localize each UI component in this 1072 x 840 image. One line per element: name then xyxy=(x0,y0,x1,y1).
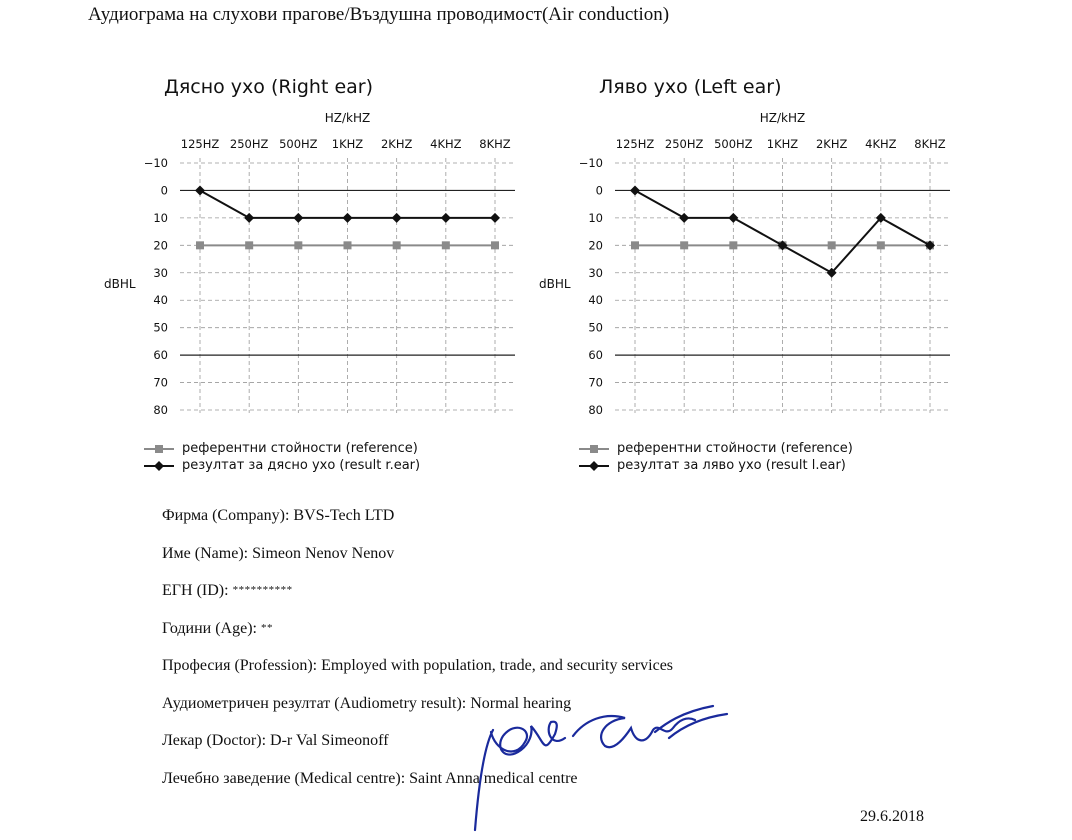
legend-result-marker xyxy=(577,461,611,471)
reference-point xyxy=(729,241,737,249)
doctor-signature xyxy=(455,690,735,840)
y-tick-label: 50 xyxy=(153,320,168,335)
x-tick-label: 2KHZ xyxy=(380,137,413,151)
x-axis-label: HZ/kHZ xyxy=(759,111,806,125)
y-tick-label: 40 xyxy=(588,293,603,308)
y-tick-label: 20 xyxy=(153,238,168,253)
y-tick-label: 80 xyxy=(588,403,603,417)
y-tick-label: 10 xyxy=(153,210,168,225)
company-label: Фирма (Company): xyxy=(162,507,290,524)
document-date: 29.6.2018 xyxy=(860,808,924,825)
result-value: Normal hearing xyxy=(470,694,572,712)
x-tick-label: 2KHZ xyxy=(815,137,848,151)
y-tick-label: 40 xyxy=(153,293,168,308)
y-tick-label: 50 xyxy=(588,320,603,335)
legend-reference-marker xyxy=(577,444,611,454)
audiogram-plot xyxy=(104,70,540,430)
x-tick-label: 4KHZ xyxy=(430,137,462,151)
y-tick-label: 70 xyxy=(588,375,603,390)
left-ear-chart xyxy=(539,70,975,480)
audiogram-plot xyxy=(539,70,975,430)
y-axis-label: dBHL xyxy=(539,276,571,291)
reference-point xyxy=(680,241,688,249)
name-label: Име (Name): xyxy=(162,544,249,562)
reference-point xyxy=(442,241,450,249)
x-tick-label: 250HZ xyxy=(229,137,269,151)
legend-result-marker xyxy=(142,461,176,471)
legend-label: резултат за дясно ухо (result r.ear) xyxy=(182,458,421,473)
result-point xyxy=(293,213,303,223)
x-tick-label: 4KHZ xyxy=(865,137,897,151)
chart-title: Ляво ухо (Left ear) xyxy=(599,76,782,98)
legend-item-reference xyxy=(577,440,853,457)
company-value: BVS-Tech LTD xyxy=(293,507,395,524)
x-tick-label: 8KHZ xyxy=(479,137,511,151)
centre-label: Лечебно заведение (Medical centre): xyxy=(162,769,406,787)
y-tick-label: 60 xyxy=(153,348,168,363)
x-tick-label: 500HZ xyxy=(279,137,318,151)
age-value: ** xyxy=(260,621,273,634)
y-tick-label: 10 xyxy=(588,210,603,225)
id-row xyxy=(162,582,673,620)
chart-legend xyxy=(142,440,420,474)
x-tick-label: 500HZ xyxy=(714,137,753,151)
company-row xyxy=(162,507,673,545)
legend-item-reference xyxy=(142,440,420,457)
result-point xyxy=(343,213,353,223)
legend-label: референтни стойности (reference) xyxy=(182,441,418,456)
y-tick-label: 30 xyxy=(153,265,168,280)
result-label: Аудиометричен резултат (Audiometry result): xyxy=(162,694,467,712)
y-tick-label: 60 xyxy=(588,348,603,363)
legend-label: референтни стойности (reference) xyxy=(617,441,853,456)
y-tick-label: 70 xyxy=(153,375,168,390)
x-tick-label: 1KHZ xyxy=(766,137,799,151)
right-ear-chart xyxy=(104,70,540,480)
name-value: Simeon Nenov Nenov xyxy=(252,544,395,562)
age-label: Години (Age): xyxy=(162,619,257,637)
result-point xyxy=(195,185,205,195)
reference-point xyxy=(245,241,253,249)
result-point xyxy=(630,185,640,195)
result-point xyxy=(728,213,738,223)
y-tick-label: 0 xyxy=(160,183,168,198)
x-axis-label: HZ/kHZ xyxy=(324,111,371,125)
reference-point xyxy=(294,241,302,249)
chart-legend xyxy=(577,440,853,474)
doctor-label: Лекар (Doctor): xyxy=(162,732,267,749)
x-tick-label: 8KHZ xyxy=(914,137,946,151)
x-tick-label: 125HZ xyxy=(615,137,655,151)
reference-point xyxy=(491,241,499,249)
centre-value: Saint Anna medical centre xyxy=(409,769,578,787)
reference-point xyxy=(344,241,352,249)
name-row xyxy=(162,545,673,583)
legend-label: резултат за ляво ухо (result l.ear) xyxy=(617,458,846,473)
result-point xyxy=(679,213,689,223)
legend-reference-marker xyxy=(142,444,176,454)
y-tick-label: −10 xyxy=(143,156,168,170)
doctor-value: D-r Val Simeonoff xyxy=(270,732,389,749)
age-row xyxy=(162,620,673,658)
x-tick-label: 250HZ xyxy=(664,137,704,151)
reference-point xyxy=(631,241,639,249)
id-value: ********** xyxy=(232,584,293,596)
reference-point xyxy=(828,241,836,249)
x-tick-label: 1KHZ xyxy=(331,137,364,151)
y-tick-label: 30 xyxy=(588,265,603,280)
page-title: Аудиограма на слухови прагове/Въздушна проводимост(Air conduction) xyxy=(88,4,670,25)
chart-title: Дясно ухо (Right ear) xyxy=(164,76,373,98)
legend-item-result xyxy=(142,457,420,474)
y-tick-label: −10 xyxy=(578,156,603,170)
x-tick-label: 125HZ xyxy=(180,137,220,151)
y-tick-label: 80 xyxy=(153,403,168,417)
legend-item-result xyxy=(577,457,853,474)
reference-point xyxy=(196,241,204,249)
result-point xyxy=(490,213,500,223)
profession-label: Професия (Profession): xyxy=(162,657,318,674)
id-label: ЕГН (ID): xyxy=(162,582,229,599)
result-point xyxy=(392,213,402,223)
reference-point xyxy=(393,241,401,249)
result-point xyxy=(244,213,254,223)
profession-value: Employed with population, trade, and security services xyxy=(321,657,674,674)
y-tick-label: 0 xyxy=(595,183,603,198)
profession-row xyxy=(162,657,673,695)
reference-point xyxy=(877,241,885,249)
y-tick-label: 20 xyxy=(588,238,603,253)
result-point xyxy=(441,213,451,223)
y-axis-label: dBHL xyxy=(104,276,136,291)
